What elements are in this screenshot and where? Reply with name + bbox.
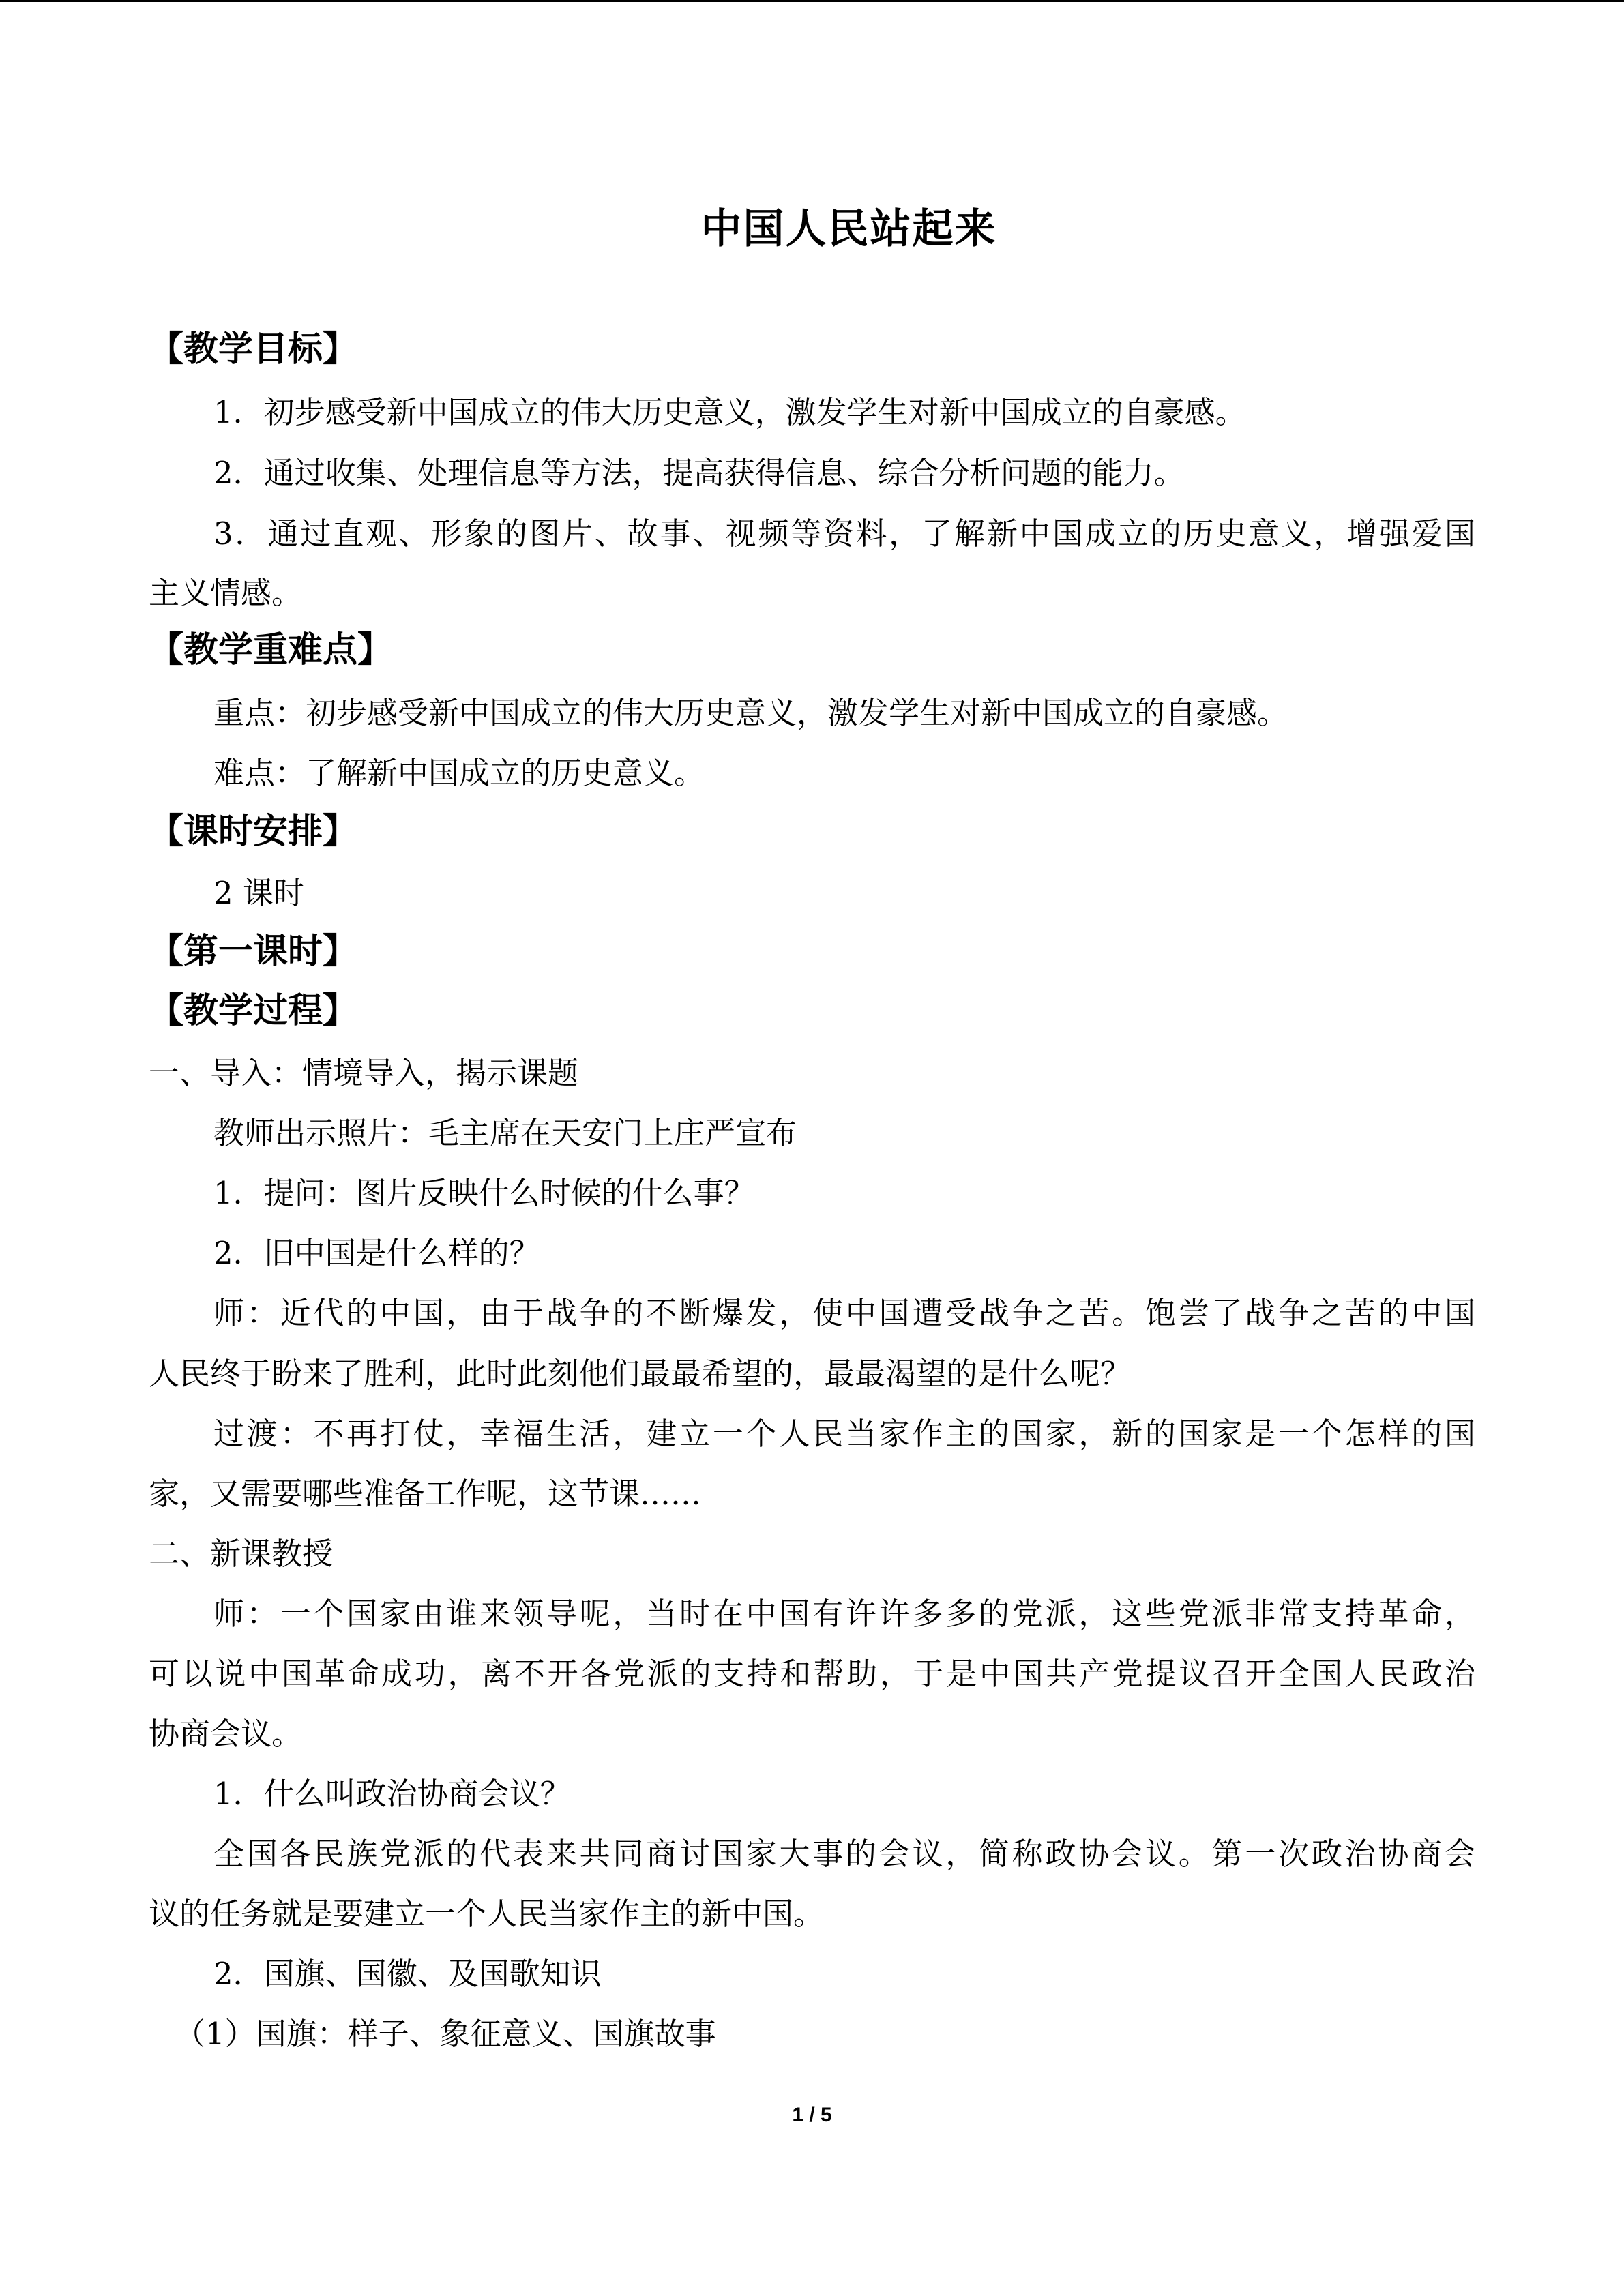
process-line-1: 一、导入：情境导入，揭示课题 [149, 1055, 579, 1091]
key-point: 重点：初步感受新中国成立的伟大历史意义，激发学生对新中国成立的自豪感。 [213, 695, 1288, 731]
process-line-7: 过渡：不再打仗，幸福生活，建立一个人民当家作主的国家，新的国家是一个怎样的国 [213, 1416, 1475, 1452]
process-line-8: 家，又需要哪些准备工作呢，这节课…… [149, 1476, 702, 1512]
heading-process: 【教学过程】 [149, 990, 358, 1031]
schedule-value: 2 课时 [213, 875, 304, 911]
process-line-9: 二、新课教授 [149, 1536, 334, 1572]
heading-objectives: 【教学目标】 [149, 329, 358, 370]
page-number: 1 / 5 [792, 2104, 832, 2126]
process-line-10: 师：一个国家由谁来领导呢，当时在中国有许许多多的党派，这些党派非常支持革命， [213, 1596, 1475, 1632]
objective-item-1: 1．初步感受新中国成立的伟大历史意义，激发学生对新中国成立的自豪感。 [213, 394, 1246, 430]
document-title: 中国人民站起来 [700, 205, 997, 253]
process-line-15: 议的任务就是要建立一个人民当家作主的新中国。 [149, 1896, 825, 1932]
process-line-2: 教师出示照片：毛主席在天安门上庄严宣布 [213, 1115, 797, 1151]
heading-key-points: 【教学重难点】 [149, 629, 393, 670]
process-line-17: （1）国旗：样子、象征意义、国旗故事 [175, 2016, 716, 2052]
process-line-14: 全国各民族党派的代表来共同商讨国家大事的会议，简称政协会议。第一次政治协商会 [213, 1836, 1475, 1872]
process-line-4: 2．旧中国是什么样的？ [213, 1235, 540, 1271]
process-line-3: 1．提问：图片反映什么时候的什么事？ [213, 1175, 755, 1211]
heading-first-lesson: 【第一课时】 [149, 931, 358, 972]
process-line-6: 人民终于盼来了胜利，此时此刻他们最最希望的，最最渴望的是什么呢？ [149, 1356, 1132, 1392]
objective-item-3-cont: 主义情感。 [149, 575, 303, 611]
objective-item-3: 3．通过直观、形象的图片、故事、视频等资料，了解新中国成立的历史意义，增强爱国 [213, 516, 1475, 552]
page-top-border [0, 0, 1624, 2]
process-line-5: 师：近代的中国，由于战争的不断爆发，使中国遭受战争之苦。饱尝了战争之苦的中国 [213, 1295, 1475, 1331]
process-line-11: 可以说中国革命成功，离不开各党派的支持和帮助，于是中国共产党提议召开全国人民政治 [149, 1656, 1475, 1692]
process-line-12: 协商会议。 [149, 1716, 303, 1752]
process-line-16: 2．国旗、国徽、及国歌知识 [213, 1956, 602, 1992]
objective-item-2: 2．通过收集、处理信息等方法，提高获得信息、综合分析问题的能力。 [213, 455, 1185, 491]
difficulty-point: 难点：了解新中国成立的历史意义。 [213, 755, 705, 791]
process-line-13: 1．什么叫政治协商会议？ [213, 1776, 571, 1812]
heading-schedule: 【课时安排】 [149, 811, 358, 852]
